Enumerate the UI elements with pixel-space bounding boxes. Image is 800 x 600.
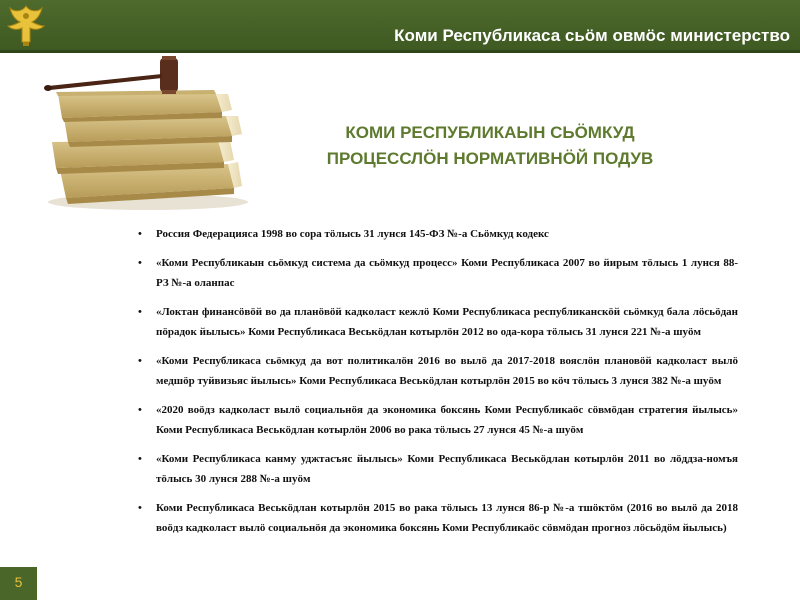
list-item-text: «Коми Республикаса канму уджтасъяс йылысь» Коми Республикаса Веськӧдлан котырлӧн 2011 во лӧддза-номъя тӧлысь 30 лунся 288 №-а шуӧм bbox=[156, 453, 738, 485]
list-item bbox=[138, 253, 738, 293]
list-item-text: «Коми Республикаса сьӧмкуд да вот политикалӧн 2016 во вылӧ да 2017-2018 вояслӧн плановӧй кадколаст вылӧ медшӧр туйвизьяс йылысь» Коми Республикаса Веськӧдлан котырлӧн 2015 во кӧч тӧлысь 3 лунся 382 №-а шуӧм bbox=[156, 355, 738, 387]
ministry-title: Коми Республикаса сьӧм овмӧс министерство bbox=[394, 26, 790, 45]
bullet-icon: • bbox=[138, 257, 142, 269]
bullet-icon: • bbox=[138, 306, 142, 318]
bullet-icon: • bbox=[138, 228, 142, 240]
coat-of-arms-logo bbox=[4, 2, 48, 48]
legal-basis-list bbox=[138, 224, 738, 538]
left-side-stripe bbox=[0, 53, 37, 567]
list-item-text: Россия Федерацияса 1998 во сора тӧлысь 31 лунся 145-ФЗ №-а Сьӧмкуд кодекс bbox=[156, 228, 549, 240]
bullet-icon: • bbox=[138, 355, 142, 367]
list-item-text: «Локтан финансӧвӧй во да планӧвӧй кадколаст кежлӧ Коми Республикаса республиканскӧй сьӧмкуд бала лӧсьӧдан пӧрадок йылысь» Коми Республикаса Веськӧдлан котырлӧн 2012 во ода-кора тӧлысь 31 лунся 221 №-а шуӧм bbox=[156, 306, 738, 338]
title-line-1: КОМИ РЕСПУБЛИКАЫН СЬӦМКУД bbox=[345, 123, 635, 142]
bullet-icon: • bbox=[138, 502, 142, 514]
list-item bbox=[138, 224, 738, 244]
title-line-2: ПРОЦЕССЛӦН НОРМАТИВНӦЙ ПОДУВ bbox=[326, 149, 654, 168]
list-item-text: «Коми Республикаын сьӧмкуд система да сьӧмкуд процесс» Коми Республикаса 2007 во йирым тӧлысь 1 лунся 88-РЗ №-а оланпас bbox=[156, 257, 738, 289]
list-item bbox=[138, 302, 738, 342]
books-and-gavel-illustration bbox=[38, 52, 278, 212]
list-item bbox=[138, 498, 738, 538]
header-bar bbox=[0, 0, 800, 50]
list-item bbox=[138, 351, 738, 391]
bullet-icon: • bbox=[138, 404, 142, 416]
bullet-icon: • bbox=[138, 453, 142, 465]
slide-title bbox=[280, 120, 700, 172]
slide-number: 5 bbox=[14, 574, 23, 590]
list-item-text: «2020 воӧдз кадколаст вылӧ социальнӧя да экономика боксянь Коми Республикаӧс сӧвмӧдан стратегия йылысь» Коми Республикаса Веськӧдлан котырлӧн 2006 во рака тӧлысь 27 лунся 45 №-а шуӧм bbox=[156, 404, 738, 436]
list-item-text: Коми Республикаса Веськӧдлан котырлӧн 2015 во рака тӧлысь 13 лунся 86-р №-а тшӧктӧм (2016 во вылӧ да 2018 воӧдз кадколаст вылӧ социальнӧя да экономика боксянь Коми Республикаӧс сӧвмӧдан прогноз лӧсьӧдӧм йылысь) bbox=[156, 502, 738, 534]
list-item bbox=[138, 400, 738, 440]
list-item bbox=[138, 449, 738, 489]
